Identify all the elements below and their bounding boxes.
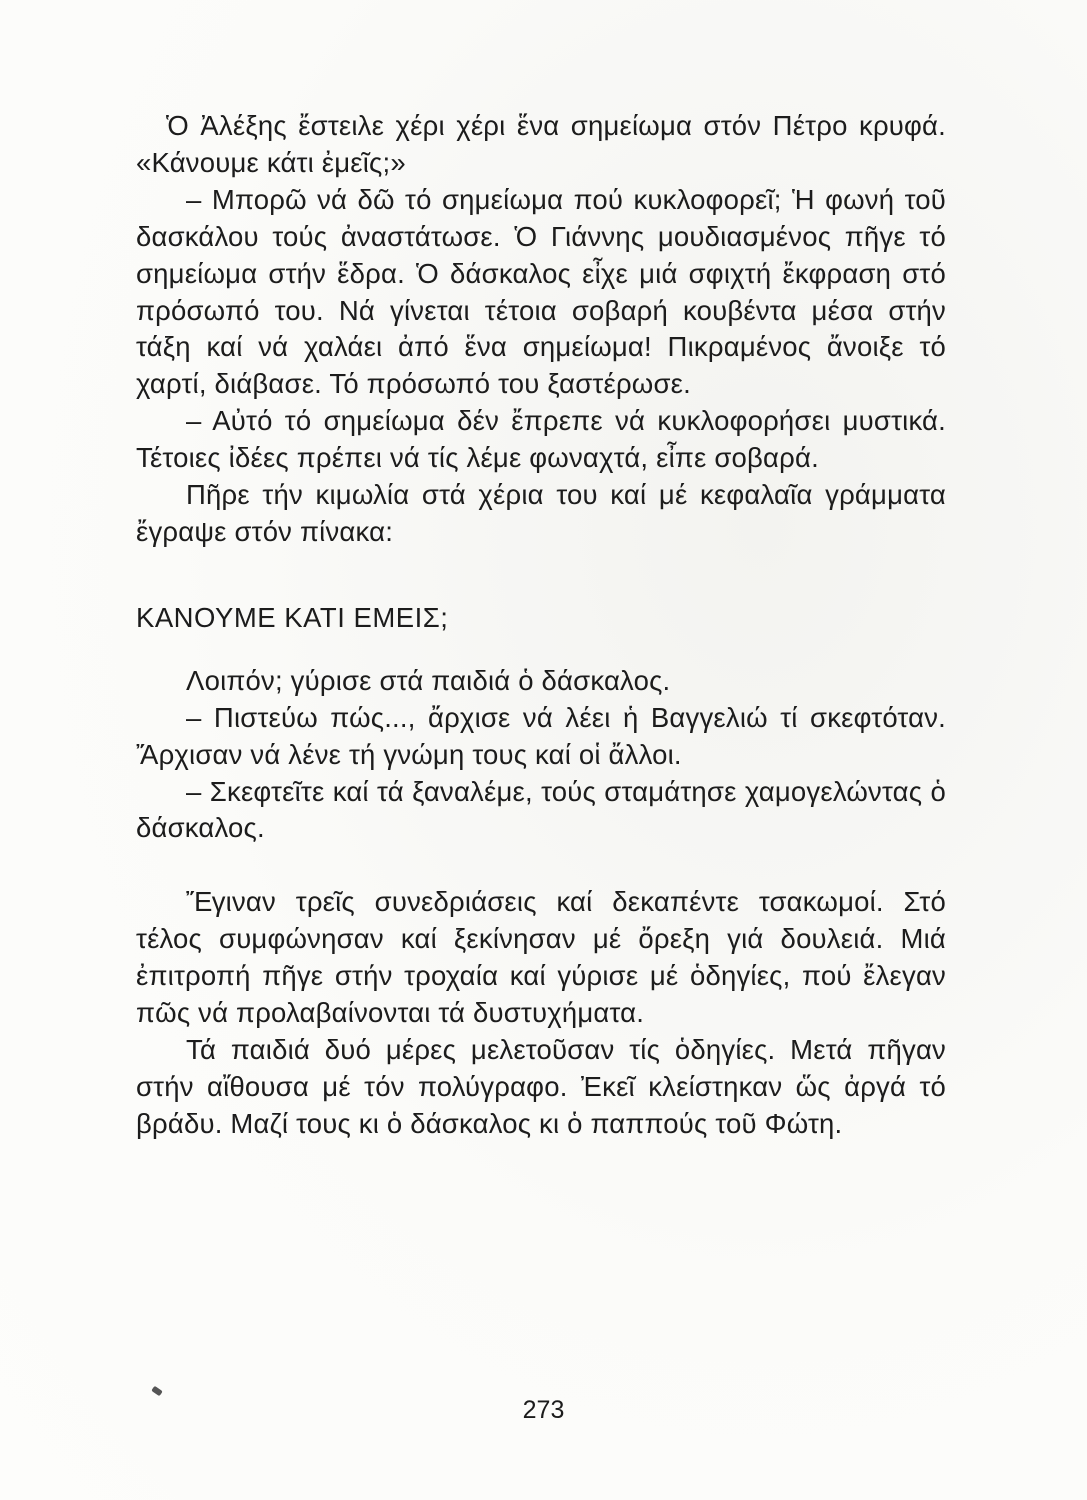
board-heading: ΚΑΝΟΥΜΕ ΚΑΤΙ ΕΜΕΙΣ;: [136, 601, 449, 633]
paragraph: – Πιστεύω πώς..., ἄρχισε νά λέει ἡ Βαγγελιώ τί σκεφτόταν. Ἄρχισαν νά λένε τή γνώμη τους καί οἱ ἄλλοι.: [136, 701, 946, 770]
body-text: [136, 108, 946, 1143]
ink-smudge: [151, 1386, 163, 1397]
paragraph: Ἔγιναν τρεῖς συνεδριάσεις καί δεκαπέντε τσακωμοί. Στό τέλος συμφώνησαν καί ξεκίνησαν μέ ὄρεξη γιά δουλειά. Μιά ἐπιτροπή πῆγε στήν τροχαία καί γύρισε μέ ὁδηγίες, πού ἔλεγαν πῶς νά προλαβαίνονται τά δυστυχήματα.: [136, 886, 946, 1029]
paragraph: Πῆρε τήν κιμωλία στά χέρια του καί μέ κεφαλαῖα γράμματα ἔγραψε στόν πίνακα:: [136, 479, 946, 547]
paragraph: – Μπορῶ νά δῶ τό σημείωμα πού κυκλοφορεῖ; Ἡ φωνή τοῦ δασκάλου τούς ἀναστάτωσε. Ὁ Γιάννης μουδιασμένος πῆγε τό σημείωμα στήν ἕδρα. Ὁ δάσκαλος εἶχε μιά σφιχτή ἔκφραση στό πρόσωπό του. Νά γίνεται τέτοια σοβαρή κουβέντα μέσα στήν τάξη καί νά χαλάει ἀπό ἕνα σημείωμα! Πικραμένος ἄνοιξε τό χαρτί, διάβασε. Τό πρόσωπό του ξαστέρωσε.: [136, 183, 946, 400]
paragraph: – Αὐτό τό σημείωμα δέν ἔπρεπε νά κυκλοφορήσει μυστικά. Τέτοιες ἰδέες πρέπει νά τίς λέμε φωναχτά, εἶπε σοβαρά.: [136, 405, 946, 474]
page-number: 273: [522, 1396, 565, 1424]
paragraph: Λοιπόν; γύρισε στά παιδιά ὁ δάσκαλος.: [186, 664, 671, 696]
paragraph: Τά παιδιά δυό μέρες μελετοῦσαν τίς ὁδηγίες. Μετά πῆγαν στήν αἴθουσα μέ τόν πολύγραφο. Ἐκεῖ κλείστηκαν ὥς ἀργά τό βράδυ. Μαζί τους κι ὁ δάσκαλος κι ὁ παππούς τοῦ Φώτη.: [136, 1033, 946, 1139]
paragraph: Ὁ Ἀλέξης ἔστειλε χέρι χέρι ἕνα σημείωμα στόν Πέτρο κρυφά. «Κάνουμε κάτι ἐμεῖς;»: [136, 110, 946, 178]
paragraph: – Σκεφτεῖτε καί τά ξαναλέμε, τούς σταμάτησε χαμογελώντας ὁ δάσκαλος.: [136, 775, 946, 844]
